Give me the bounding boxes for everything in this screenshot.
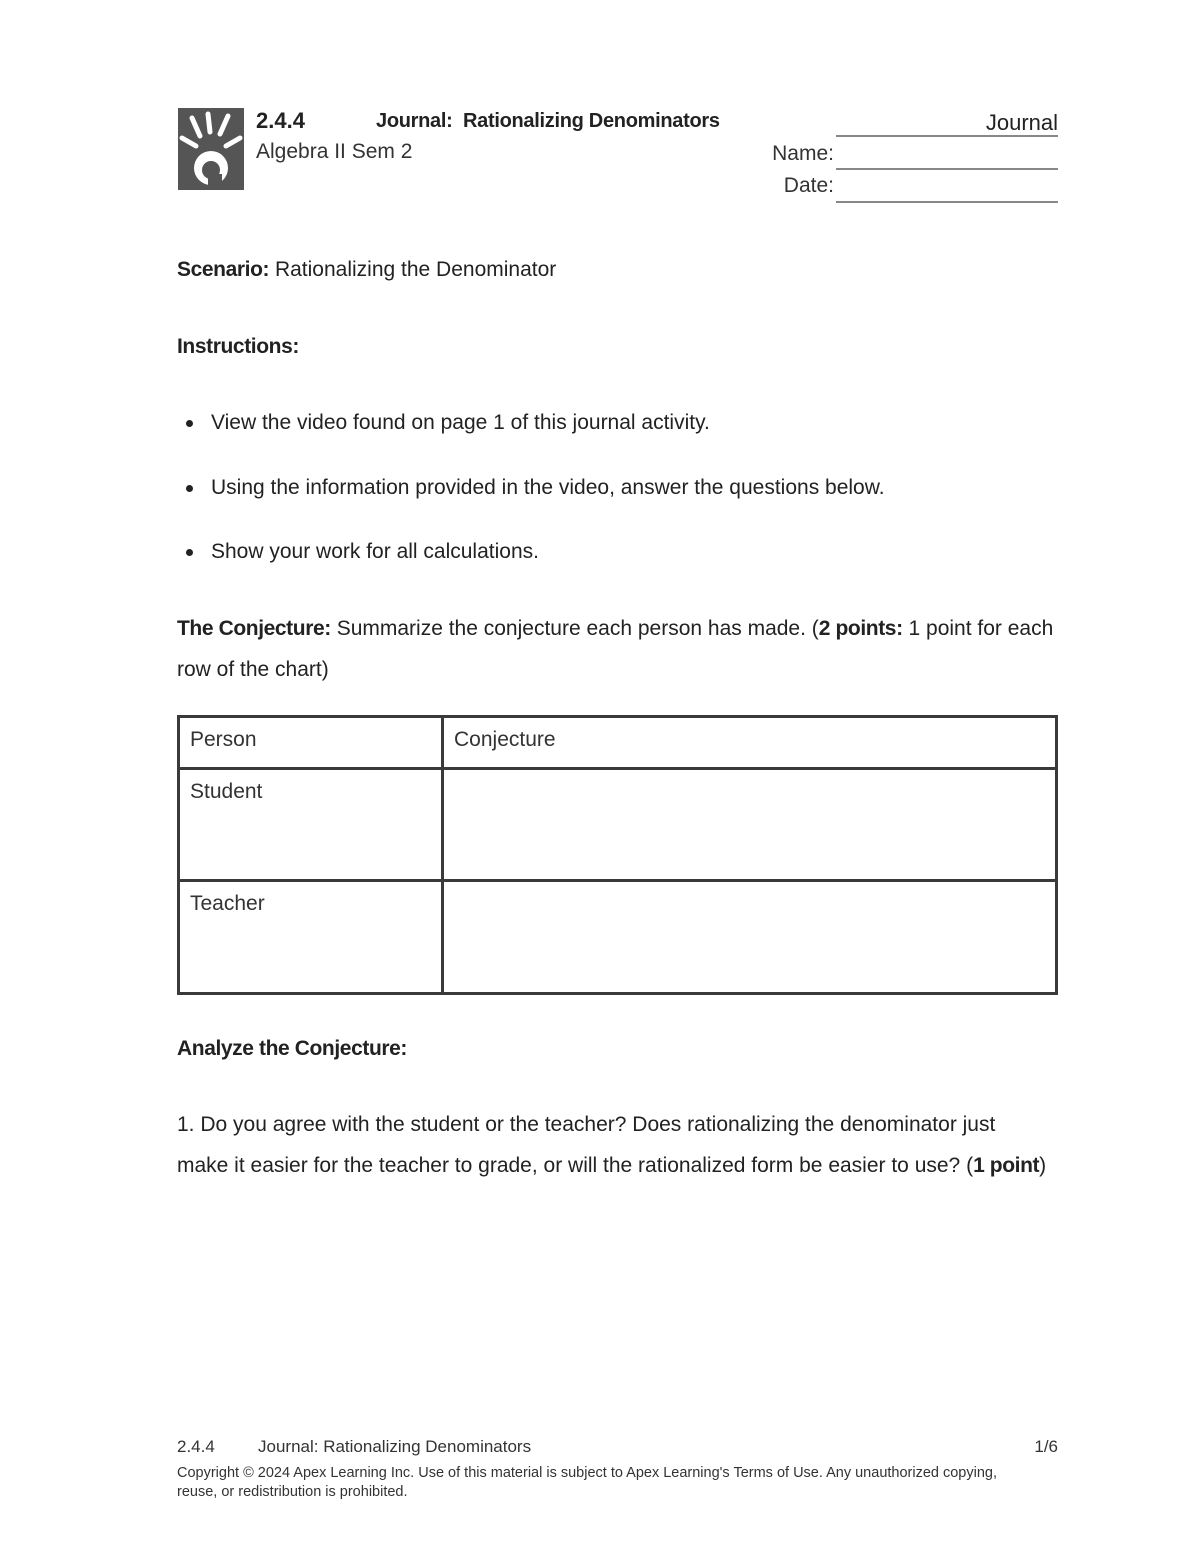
conjecture-label: The Conjecture: — [177, 617, 331, 640]
scenario-line — [177, 249, 556, 290]
list-item: Show your work for all calculations. — [182, 533, 885, 598]
conjecture-text-before: Summarize the conjecture each person has made. ( — [330, 617, 819, 640]
list-item: View the video found on page 1 of this journal activity. — [182, 404, 885, 469]
header-section-number: 2.4.4 — [256, 108, 305, 133]
conjecture-text-after: 1 point for each row of the chart) — [177, 617, 1060, 681]
question-1-points: 1 point — [973, 1154, 1040, 1177]
footer-copyright: Copyright © 2024 Apex Learning Inc. Use of this material is subject to Apex Learning's Terms of Use. Any unauthorized copying, reuse, or redistribution is prohibited. — [177, 1465, 998, 1500]
header-title: Journal: Rationalizing Denominators — [376, 110, 720, 132]
instructions-list — [182, 404, 885, 598]
scenario-label: Scenario: — [177, 258, 270, 281]
table-row — [179, 769, 1057, 881]
question-1-end: ) — [1039, 1154, 1047, 1177]
footer-title: Journal: Rationalizing Denominators — [258, 1437, 532, 1456]
header-rule — [836, 135, 1058, 137]
table-header-row — [179, 717, 1057, 769]
table-header-person: Person — [179, 717, 443, 769]
apex-learning-logo-icon — [178, 108, 244, 190]
question-1-text: 1. Do you agree with the student or the teacher? Does rationalizing the denominator just make it easier for the teacher to grade, or will the rationalized form be easier to use? ( — [177, 1113, 996, 1177]
name-label: Name: — [772, 142, 834, 165]
date-label: Date: — [783, 174, 834, 197]
instructions-heading — [177, 326, 299, 367]
footer-page-number: 1/6 — [1034, 1437, 1058, 1456]
table-cell-conjecture[interactable] — [443, 769, 1057, 881]
table-cell-person: Teacher — [179, 881, 443, 994]
table-row — [179, 881, 1057, 994]
question-1 — [177, 1104, 1052, 1186]
date-field-line[interactable] — [836, 201, 1058, 203]
analyze-heading-text: Analyze the Conjecture: — [177, 1037, 408, 1060]
header-type: Journal — [985, 110, 1058, 135]
conjecture-points: 2 points: — [818, 617, 903, 640]
conjecture-prompt — [177, 608, 1067, 690]
table-header-conjecture: Conjecture — [443, 717, 1057, 769]
scenario-text: Rationalizing the Denominator — [269, 258, 557, 281]
name-field-line[interactable] — [836, 168, 1058, 170]
analyze-heading — [177, 1028, 407, 1069]
conjecture-table — [177, 715, 1058, 995]
table-cell-conjecture[interactable] — [443, 881, 1057, 994]
instructions-heading-text: Instructions: — [177, 335, 299, 358]
footer-section-number: 2.4.4 — [177, 1437, 215, 1456]
table-cell-person: Student — [179, 769, 443, 881]
list-item: Using the information provided in the video, answer the questions below. — [182, 469, 885, 534]
header-course: Algebra II Sem 2 — [256, 140, 413, 163]
